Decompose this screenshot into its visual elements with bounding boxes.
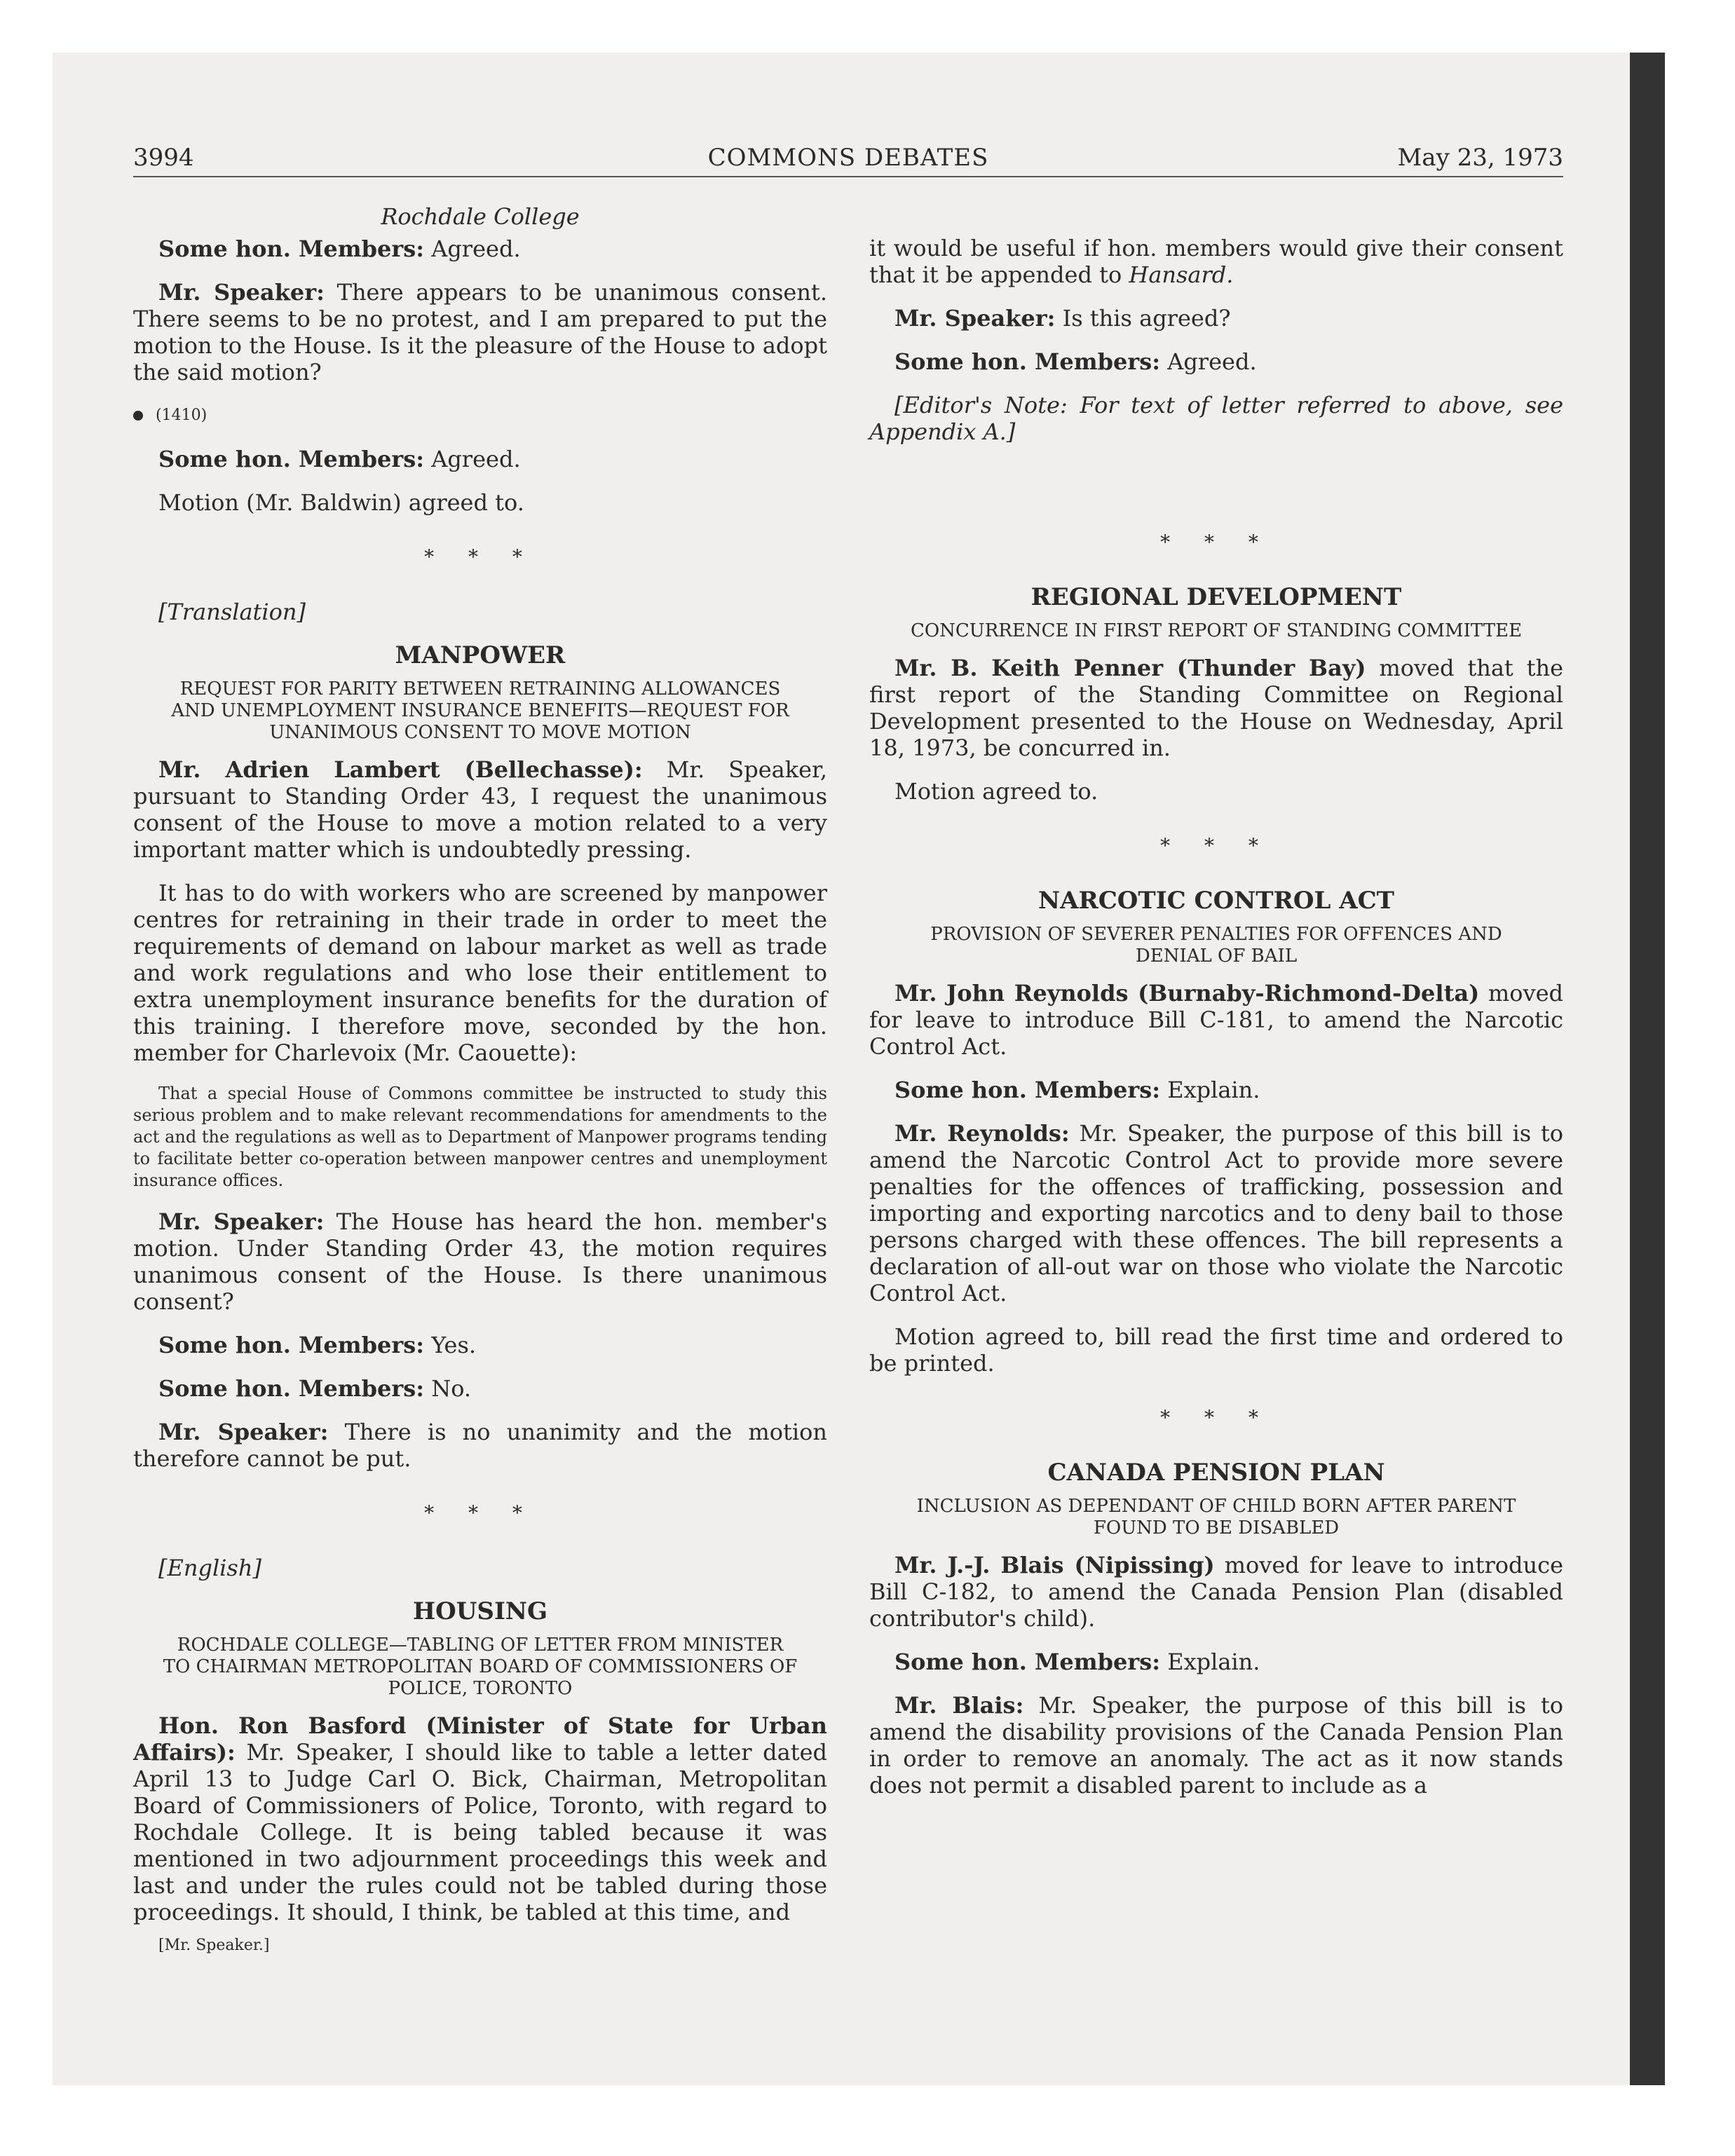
page-date: May 23, 1973 (1397, 144, 1563, 172)
section-heading-housing: HOUSING (413, 1597, 547, 1625)
section-subheading: PROVISION OF SEVERER PENALTIES FOR OFFENCES AND DENIAL OF BAIL (930, 924, 1502, 967)
footer-note: [Mr. Speaker.] (158, 1937, 270, 1954)
language-label: [Translation] (158, 599, 306, 625)
section-subheading: REQUEST FOR PARITY BETWEEN RETRAINING ALLOWANCES AND UNEMPLOYMENT INSURANCE BENEFITS—REQUEST FOR UNANIMOUS CONSENT TO MOVE MOTION (171, 678, 789, 743)
section-separator: * * * (1160, 834, 1272, 857)
paragraph: It has to do with workers who are screened by manpower centres for retraining in their trade in order to meet the requirements of demand on labour market as well as trade and work regulations and who lose their entitlement to extra unemployment insurance benefits for the duration of this training. I therefore move, seconded by the hon. member for Charlevoix (Mr. Caouette): (133, 880, 827, 1066)
paragraph: Motion agreed to, bill read the first time and ordered to be printed. (869, 1323, 1563, 1377)
paragraph: Mr. Reynolds: Mr. Speaker, the purpose of this bill is to amend the Narcotic Control Act to provide more severe penalties for the offences of trafficking, possession and importing and exporting narcotics and to deny bail to those persons charged with these offences. The bill represents a declaration of all-out war on those who violate the Narcotic Control Act. (869, 1120, 1563, 1306)
section-subheading: ROCHDALE COLLEGE—TABLING OF LETTER FROM MINISTER TO CHAIRMAN METROPOLITAN BOARD OF COMMISSIONERS OF POLICE, TORONTO (163, 1635, 798, 1699)
section-heading-manpower: MANPOWER (395, 641, 566, 669)
paragraph: Mr. Speaker: The House has heard the hon. member's motion. Under Standing Order 43, the motion requires unanimous consent of the House. Is there unanimous consent? (133, 1208, 828, 1315)
page-header (133, 144, 1563, 177)
section-heading-regional: REGIONAL DEVELOPMENT (1030, 583, 1402, 611)
paragraph: Mr. J.-J. Blais (Nipissing) moved for leave to introduce Bill C-182, to amend the Canada Pension Plan (disabled contributor's child). (869, 1552, 1564, 1632)
scan-edge-bar (1630, 53, 1665, 2085)
paragraph: Motion agreed to. (894, 778, 1098, 805)
paragraph: Mr. Adrien Lambert (Bellechasse): Mr. Speaker, pursuant to Standing Order 43, I request the unanimous consent of the House to move a motion related to a very important matter which is undoubtedly pressing. (133, 756, 828, 863)
paragraph: Mr. Speaker: Is this agreed? (894, 305, 1231, 332)
time-marker: (1410) (133, 402, 827, 429)
paragraph: Mr. Speaker: There is no unanimity and the motion therefore cannot be put. (133, 1419, 828, 1472)
section-title-rochdale: Rochdale College (381, 203, 580, 230)
paragraph: Some hon. Members: Agreed. (158, 446, 521, 472)
paragraph: Motion (Mr. Baldwin) agreed to. (158, 489, 524, 516)
section-separator: * * * (424, 1501, 536, 1524)
paragraph: Mr. John Reynolds (Burnaby-Richmond-Delta) moved for leave to introduce Bill C-181, to amend the Narcotic Control Act. (869, 980, 1564, 1060)
bullet-icon (133, 411, 143, 421)
paragraph: Some hon. Members: Explain. (894, 1649, 1260, 1675)
language-label: [English] (158, 1555, 261, 1581)
paragraph: Some hon. Members: Agreed. (158, 236, 521, 262)
editors-note: [Editor's Note: For text of letter referred to above, see Appendix A.] (869, 392, 1563, 445)
page-number: 3994 (133, 144, 194, 172)
section-heading-narcotic: NARCOTIC CONTROL ACT (1038, 887, 1394, 915)
paragraph: Mr. B. Keith Penner (Thunder Bay) moved that the first report of the Standing Committee on Regional Development presented to the House on Wednesday, April 18, 1973, be concurred in. (869, 655, 1564, 761)
section-subheading: CONCURRENCE IN FIRST REPORT OF STANDING COMMITTEE (910, 620, 1523, 641)
publication-title: COMMONS DEBATES (707, 144, 989, 172)
paragraph: it would be useful if hon. members would give their consent that it be appended to Hansard. (869, 235, 1563, 288)
paragraph: Some hon. Members: Agreed. (894, 348, 1257, 375)
paragraph: Some hon. Members: No. (158, 1375, 472, 1402)
section-heading-cpp: CANADA PENSION PLAN (1047, 1459, 1385, 1487)
section-subheading: INCLUSION AS DEPENDANT OF CHILD BORN AFTER PARENT FOUND TO BE DISABLED (916, 1496, 1516, 1538)
paragraph: Hon. Ron Basford (Minister of State for Urban Affairs): Mr. Speaker, I should like to table a letter dated April 13 to Judge Carl O. Bick, Chairman, Metropolitan Board of Commissioners of Police, Toronto, with regard to Rochdale College. It is being tabled because it was mentioned in two adjournment proceedings this week and last and under the rules could not be tabled during those proceedings. It should, I think, be tabled at this time, and (133, 1712, 827, 1925)
right-column (869, 235, 1563, 1815)
quoted-motion: That a special House of Commons committee be instructed to study this serious problem and to make relevant recommendations for amendments to the act and the regulations as well as to Department of Manpower programs tending to facilitate better co-operation between manpower centres and unemployment insurance offices. (133, 1084, 827, 1190)
paragraph: Mr. Blais: Mr. Speaker, the purpose of this bill is to amend the disability provisions of the Canada Pension Plan in order to remove an anomaly. The act as it now stands does not permit a disabled parent to include as a (869, 1692, 1564, 1799)
paragraph: Some hon. Members: Yes. (158, 1332, 477, 1358)
paragraph: Mr. Speaker: There appears to be unanimous consent. There seems to be no protest, and I am prepared to put the motion to the House. Is it the pleasure of the House to adopt the said motion? (133, 279, 828, 386)
paragraph: Some hon. Members: Explain. (894, 1077, 1260, 1103)
left-column (133, 203, 827, 1976)
section-separator: * * * (1160, 1406, 1272, 1429)
section-separator: * * * (1160, 531, 1272, 554)
section-separator: * * * (424, 545, 536, 568)
